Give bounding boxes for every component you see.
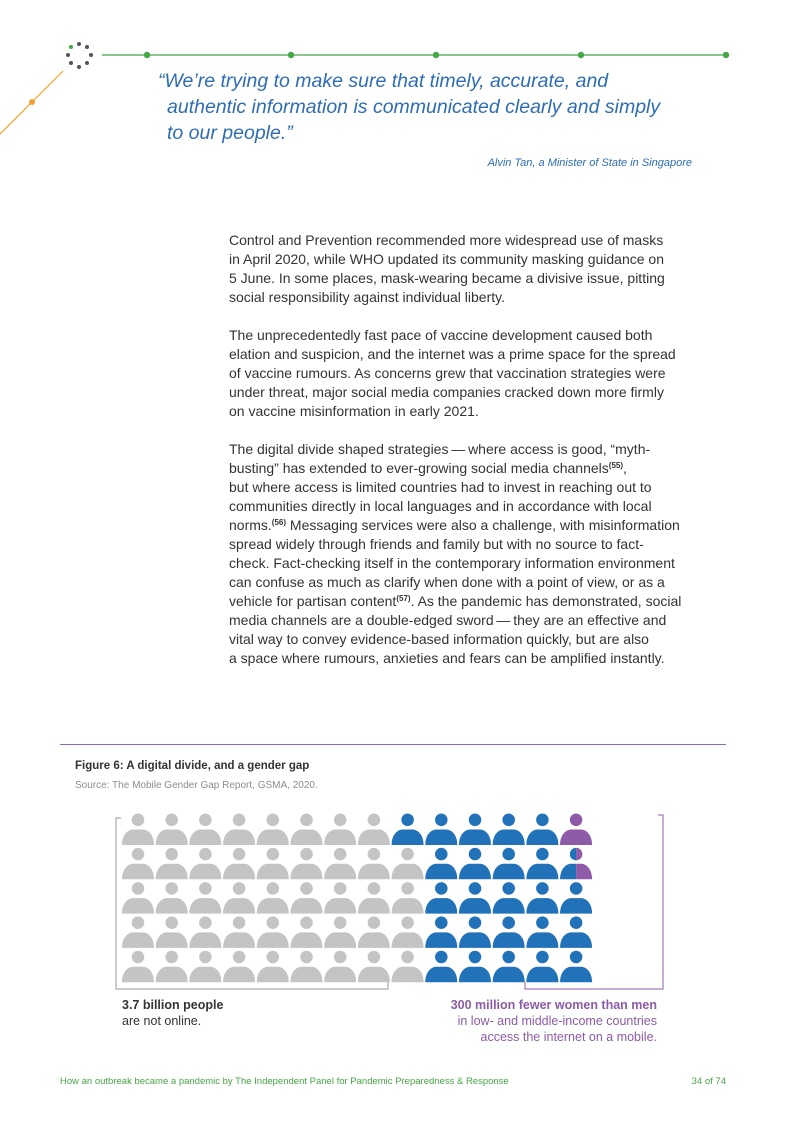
person-icon xyxy=(257,951,289,983)
person-icon xyxy=(122,916,154,948)
person-icon xyxy=(223,951,255,983)
person-icon xyxy=(392,848,424,880)
orange-node xyxy=(29,99,35,105)
person-icon xyxy=(223,916,255,948)
person-icon xyxy=(189,951,221,983)
person-icon xyxy=(223,882,255,914)
gender-gap-label: 300 million fewer women than men in low- and middle-income countries access the internet on a mobile. xyxy=(450,998,657,1044)
person-icon xyxy=(425,814,457,846)
paragraph-1: Control and Prevention recommended more widespread use of masks in April 2020, while WHO updated its community masking guidance on 5 June. In some places, mask-wearing became a divisive issue, pitting social responsibility against individual liberty. xyxy=(229,232,665,305)
quote-line: to our people.” xyxy=(167,122,293,144)
person-icon xyxy=(560,814,592,846)
person-icon xyxy=(223,814,255,846)
figure-source: Source: The Mobile Gender Gap Report, GSMA, 2020. xyxy=(75,780,318,791)
person-icon xyxy=(425,848,457,880)
person-icon xyxy=(425,882,457,914)
paragraph-2: The unprecedentedly fast pace of vaccine development caused both elation and suspicion, and the internet was a prime space for the spread of vaccine rumours. As concerns grew that vaccination strategies were under threat, major social media companies cracked down more firmly on vaccine misinformation in early 2021. xyxy=(229,327,676,419)
person-icon xyxy=(493,814,525,846)
person-icon xyxy=(560,882,592,914)
person-icon xyxy=(156,951,188,983)
person-icon xyxy=(324,814,356,846)
quote-line: “We’re trying to make sure that timely, accurate, and xyxy=(158,70,609,92)
person-icon xyxy=(291,848,323,880)
person-icon xyxy=(156,848,188,880)
person-icon xyxy=(122,848,154,880)
loading-dots-icon xyxy=(66,42,93,69)
person-icon xyxy=(291,882,323,914)
person-icon xyxy=(493,916,525,948)
person-icon xyxy=(122,814,154,846)
figure-divider xyxy=(60,744,726,745)
person-icon xyxy=(459,882,491,914)
person-icon xyxy=(358,848,390,880)
person-icon xyxy=(189,848,221,880)
person-icon xyxy=(493,951,525,983)
person-icon xyxy=(189,882,221,914)
person-icon xyxy=(560,951,592,983)
person-icon xyxy=(526,951,558,983)
quote-line: authentic information is communicated clearly and simply xyxy=(167,96,661,118)
person-icon xyxy=(257,882,289,914)
person-icon xyxy=(493,848,525,880)
person-icon xyxy=(526,916,558,948)
person-icon xyxy=(291,951,323,983)
person-icon xyxy=(425,951,457,983)
person-icon xyxy=(358,916,390,948)
person-icon xyxy=(189,916,221,948)
person-icon xyxy=(392,882,424,914)
person-icon xyxy=(493,882,525,914)
person-icon xyxy=(257,916,289,948)
offline-label: 3.7 billion people are not online. xyxy=(122,998,224,1028)
reference-57[interactable]: (57) xyxy=(396,594,411,603)
person-icon xyxy=(392,814,424,846)
person-icon xyxy=(156,882,188,914)
person-icon xyxy=(257,814,289,846)
person-icon xyxy=(392,951,424,983)
person-icon xyxy=(257,848,289,880)
person-icon xyxy=(324,951,356,983)
person-icon xyxy=(392,916,424,948)
person-icon xyxy=(425,916,457,948)
footer-title: How an outbreak became a pandemic by The Independent Panel for Pandemic Preparedness & Response xyxy=(60,1076,509,1087)
person-icon xyxy=(358,951,390,983)
quote-attribution: Alvin Tan, a Minister of State in Singapore xyxy=(487,157,692,169)
person-icon xyxy=(526,882,558,914)
person-icon xyxy=(122,951,154,983)
person-icon xyxy=(156,916,188,948)
person-icon xyxy=(358,814,390,846)
person-icon xyxy=(560,916,592,948)
person-icon xyxy=(324,848,356,880)
person-icon xyxy=(526,814,558,846)
person-icon xyxy=(526,848,558,880)
person-icon xyxy=(459,814,491,846)
people-pictogram xyxy=(110,810,670,990)
person-icon xyxy=(223,848,255,880)
person-icon xyxy=(156,814,188,846)
person-icon xyxy=(291,814,323,846)
person-icon xyxy=(459,951,491,983)
person-icon xyxy=(459,848,491,880)
body-text xyxy=(229,231,729,687)
person-icon xyxy=(358,882,390,914)
pull-quote xyxy=(158,68,738,146)
paragraph-3: The digital divide shaped strategies — where access is good, “myth- busting” has extended to ever-growing social media channels$^{(55)}$, but where access is limited countries had to invest in reaching out to communities directly in local languages and in accordance with local norms.$^{(56)}$ Messaging services were also a challenge, with misinformation spread widely through friends and family but with no source to fact- check. Fact-checking itself in the contemporary information environment can confuse as much as clarify when done with a point of view, or as a vehicle for partisan content$^{(57)}$. As the pandemic has demonstrated, social media channels are a double-edged sword — they are an effective and vital way to convey evidence-based information quickly, but are also a space where rumours, anxieties and fears can be amplified instantly. xyxy=(229,441,682,666)
page-number: 34 of 74 xyxy=(691,1076,726,1087)
reference-56[interactable]: (56) xyxy=(271,518,287,527)
person-icon xyxy=(291,916,323,948)
figure-title: Figure 6: A digital divide, and a gender gap xyxy=(75,760,310,772)
person-icon xyxy=(324,882,356,914)
person-icon xyxy=(324,916,356,948)
reference-55[interactable]: (55) xyxy=(608,461,624,470)
person-icon xyxy=(459,916,491,948)
person-icon xyxy=(122,882,154,914)
person-icon xyxy=(189,814,221,846)
